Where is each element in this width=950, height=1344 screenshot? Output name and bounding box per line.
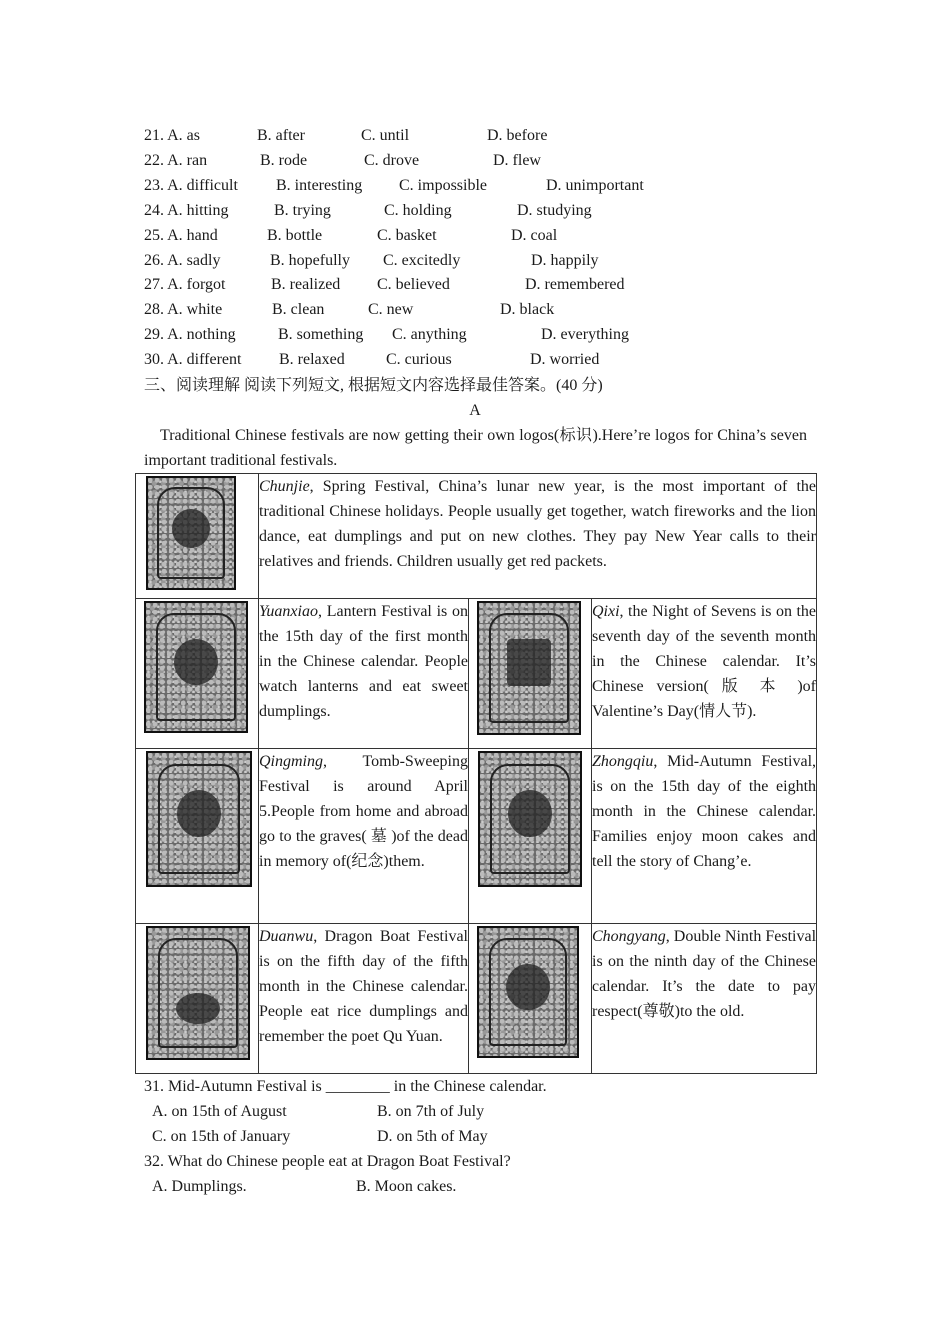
option-b: B. bottle (267, 227, 323, 244)
festival-name: Duanwu (259, 928, 314, 945)
logo-cell (469, 749, 592, 924)
festival-name: Yuanxiao (259, 603, 318, 620)
option-a: 26. A. sadly (144, 252, 221, 269)
festival-text: , Spring Festival, China’s lunar new year, is the most important of the traditional Chinese holidays. People usually get together, watch fireworks and the lion dance, eat dumplings and put on new clothes. They pay New Year calls to their relatives and friends. Children usually get red packets. (259, 478, 817, 570)
festival-name: Qixi (592, 603, 620, 620)
yuanxiao-description (259, 599, 469, 749)
festival-name: Qingming (259, 753, 323, 770)
question-32-stem: 32. What do Chinese people eat at Dragon Boat Festival? (144, 1153, 511, 1170)
option-d: D. unimportant (546, 177, 644, 194)
option-b: B. realized (271, 276, 341, 293)
festival-name: Zhongqiu (592, 753, 654, 770)
option-a: 23. A. difficult (144, 177, 238, 194)
logo-cell (136, 474, 259, 599)
option-a: 27. A. forgot (144, 276, 226, 293)
option-c: C. excitedly (383, 252, 461, 269)
option-a: 22. A. ran (144, 152, 208, 169)
option-d: D. studying (517, 202, 592, 219)
option-d: D. before (487, 127, 548, 144)
option-d: D. everything (541, 326, 629, 343)
intro-paragraph (144, 423, 807, 473)
festival-text: , Lantern Festival is on the 15th day of the first month in the Chinese calendar. People watch lanterns and eat sweet dumplings. (259, 603, 468, 720)
option-b: B. after (257, 127, 305, 144)
festival-text: , Mid-Autumn Festival, is on the 15th day of the eighth month in the Chinese calendar. Families enjoy moon cakes and tell the story of Chang’e. (592, 753, 817, 870)
logo-cell (469, 924, 592, 1074)
duanwu-logo-image (146, 926, 250, 1060)
qixi-description (592, 599, 817, 749)
logo-cell (136, 924, 259, 1074)
option-d: D. worried (530, 351, 600, 368)
question-31-option-c: C. on 15th of January (152, 1128, 291, 1145)
option-b: B. interesting (276, 177, 363, 194)
option-b: B. clean (272, 301, 325, 318)
logo-cell (136, 749, 259, 924)
option-a: 24. A. hitting (144, 202, 229, 219)
chongyang-description (592, 924, 817, 1074)
option-a: 30. A. different (144, 351, 242, 368)
option-b: B. hopefully (270, 252, 350, 269)
question-31-stem: 31. Mid-Autumn Festival is ________ in the Chinese calendar. (144, 1078, 547, 1095)
logo-cell (469, 599, 592, 749)
question-31-option-b: B. on 7th of July (377, 1103, 485, 1120)
option-d: D. black (500, 301, 555, 318)
option-a: 29. A. nothing (144, 326, 236, 343)
festival-name: Chunjie (259, 478, 310, 495)
festival-name: Chongyang (592, 928, 666, 945)
yuanxiao-logo-image (144, 601, 248, 733)
qingming-description (259, 749, 469, 924)
festival-text: , Double Ninth Festival is on the ninth day of the Chinese calendar. It’s the date to pay respect(尊敬)to the old. (592, 928, 817, 1020)
chunjie-description (259, 474, 817, 599)
duanwu-description (259, 924, 469, 1074)
option-d: D. remembered (525, 276, 625, 293)
option-c: C. anything (392, 326, 467, 343)
question-31-option-d: D. on 5th of May (377, 1128, 488, 1145)
option-c: C. holding (384, 202, 452, 219)
zhongqiu-logo-image (478, 751, 582, 887)
option-c: C. new (368, 301, 414, 318)
option-c: C. impossible (399, 177, 488, 194)
option-b: B. something (278, 326, 364, 343)
option-d: D. flew (493, 152, 541, 169)
option-c: C. basket (377, 227, 437, 244)
question-31-option-a: A. on 15th of August (152, 1103, 287, 1120)
question-32-option-b: B. Moon cakes. (356, 1178, 457, 1195)
option-c: C. drove (364, 152, 420, 169)
passage-label: A (469, 402, 481, 419)
logo-cell (136, 599, 259, 749)
option-b: B. trying (274, 202, 331, 219)
festival-text: , the Night of Sevens is on the seventh day of the seventh month in the Chinese calendar. It’s Chinese version( 版 本 )of Valentine’s Day(情人节). (592, 603, 817, 720)
festival-text: , Tomb-Sweeping Festival is around April 5.People from home and abroad go to the graves( 墓 )of the dead in memory of(纪念)them. (259, 753, 468, 870)
festival-table (135, 473, 817, 1074)
qixi-logo-image (477, 601, 581, 735)
option-a: 21. A. as (144, 127, 200, 144)
option-c: C. until (361, 127, 410, 144)
option-c: C. curious (386, 351, 452, 368)
option-b: B. rode (260, 152, 308, 169)
zhongqiu-description (592, 749, 817, 924)
chunjie-logo-image (146, 476, 236, 590)
question-32-option-a: A. Dumplings. (152, 1178, 247, 1195)
festival-text: , Dragon Boat Festival is on the fifth day of the fifth month in the Chinese calendar. People eat rice dumplings and remember the poet Qu Yuan. (259, 928, 468, 1045)
option-d: D. happily (531, 252, 599, 269)
option-c: C. believed (377, 276, 450, 293)
option-a: 25. A. hand (144, 227, 218, 244)
option-d: D. coal (511, 227, 558, 244)
option-a: 28. A. white (144, 301, 223, 318)
option-b: B. relaxed (279, 351, 345, 368)
intro-text: Traditional Chinese festivals are now getting their own logos(标识).Here’re logos for China’s seven important traditional festivals. (144, 427, 807, 469)
chongyang-logo-image (477, 926, 579, 1058)
qingming-logo-image (146, 751, 252, 887)
section-heading: 三、阅读理解 阅读下列短文, 根据短文内容选择最佳答案。(40 分) (144, 377, 603, 394)
